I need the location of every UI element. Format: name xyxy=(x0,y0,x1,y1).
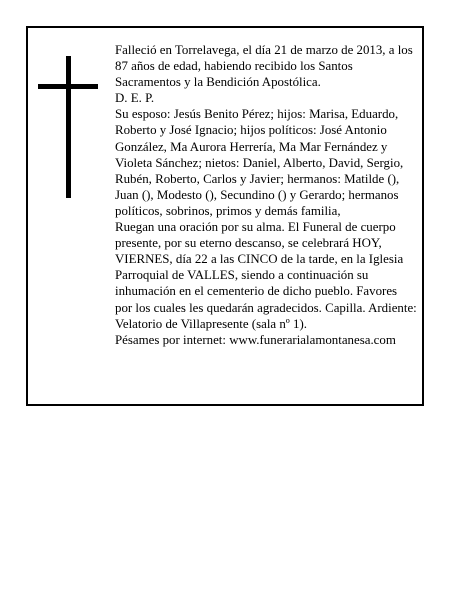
family-list: Su esposo: Jesús Benito Pérez; hijos: Marisa, Eduardo, Roberto y José Ignacio; hijos políticos: José Antonio González, Ma Aurora Herrería, Ma Mar Fernández y Violeta Sánchez; nietos: Daniel, Alberto, David, Sergio, Rubén, Roberto, Carlos y Javier; hermanos: Matilde (), Juan (), Modesto (), Secundino () y Gerardo; hermanos políticos, sobrinos, primos y demás familia, xyxy=(115,107,404,218)
notice-text xyxy=(115,42,417,348)
obituary-notice xyxy=(26,26,424,406)
death-announcement: Falleció en Torrelavega, el día 21 de marzo de 2013, a los 87 años de edad, habiendo recibido los Santos Sacramentos y la Bendición Apostólica. xyxy=(115,43,413,90)
funeral-details: Ruegan una oración por su alma. El Funeral de cuerpo presente, por su eterno descanso, se celebrará HOY, VIERNES, día 22 a las CINCO de la tarde, en la Iglesia Parroquial de VALLES, siendo a continuación su inhumación en el cementerio de dicho pueblo. Favores por los cuales les quedarán agradecidos. Capilla. Ardiente: Velatorio de Villapresente (sala nº 1). xyxy=(115,220,417,331)
condolences-web: Pésames por internet: www.funerarialamontanesa.com xyxy=(115,332,396,347)
cross-vertical-bar xyxy=(66,56,71,198)
rip-line: D. E. P. xyxy=(115,91,155,106)
cross-horizontal-bar xyxy=(38,84,98,89)
cross-icon xyxy=(38,56,98,198)
